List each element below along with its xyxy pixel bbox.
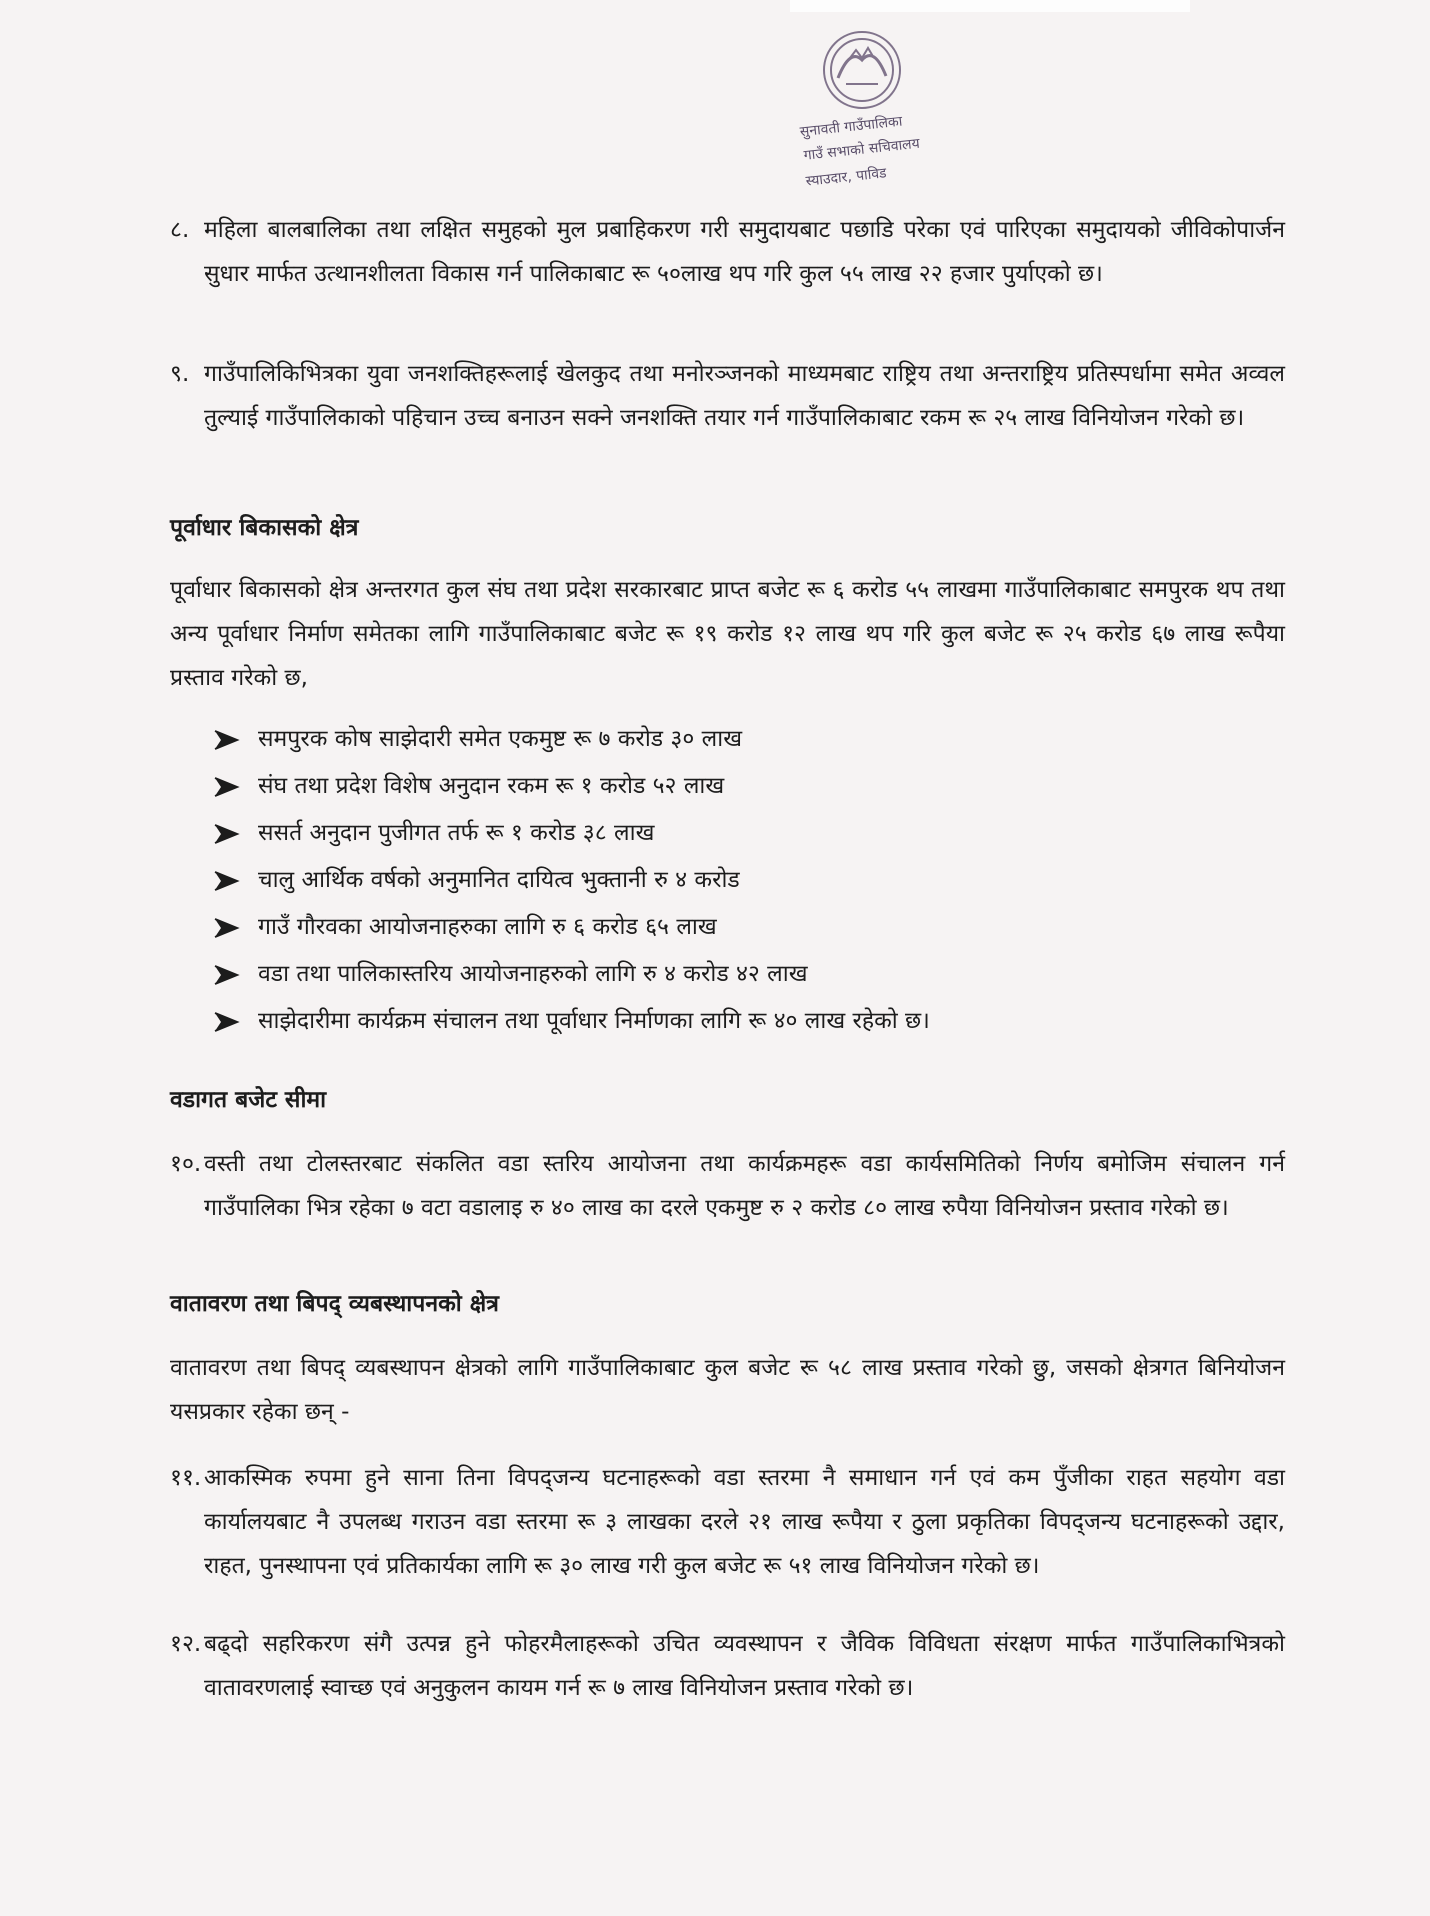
- bullet-text: संघ तथा प्रदेश विशेष अनुदान रकम रू १ करोड ५२ लाख: [258, 773, 725, 799]
- municipality-seal-stamp: [780, 18, 940, 198]
- arrow-bullet-icon: [212, 964, 242, 986]
- section-heading-environment: वातावरण तथा बिपद् व्यबस्थापनको क्षेत्र: [170, 1291, 499, 1317]
- item-text: आकस्मिक रुपमा हुने साना तिना विपद्जन्य घटनाहरूको वडा स्तरमा नै समाधान गर्न एवं कम पुँजीका राहत सहयोग वडा कार्यालयबाट नै उपलब्ध गराउन वडा स्तरमा रू ३ लाखका दरले २१ लाख रूपैया र ठुला प्रकृतिका विपद्जन्य घटनाहरूको उद्दार, राहत, पुनस्थापना एवं प्रतिकार्यका लागि रू ३० लाख गरी कुल बजेट रू ५१ लाख विनियोजन गरेको छ।: [204, 1465, 1285, 1579]
- list-item-12: [170, 1622, 1285, 1710]
- arrow-bullet-icon: [212, 823, 242, 845]
- environment-intro: वातावरण तथा बिपद् व्यबस्थापन क्षेत्रको लागि गाउँपालिकाबाट कुल बजेट रू ५८ लाख प्रस्ताव गरेको छु, जसको क्षेत्रगत बिनियोजन यसप्रकार रहेका छन् -: [170, 1355, 1285, 1425]
- arrow-bullet-icon: [212, 729, 242, 751]
- bullet-text: समपुरक कोष साझेदारी समेत एकमुष्ट रू ७ करोड ३० लाख: [258, 726, 743, 752]
- list-item: [212, 716, 1212, 763]
- list-item: [212, 951, 1212, 998]
- list-item-9: [170, 352, 1285, 440]
- section-heading-ward-budget: वडागत बजेट सीमा: [170, 1087, 327, 1113]
- bullet-text: ससर्त अनुदान पुजीगत तर्फ रू १ करोड ३८ लाख: [258, 820, 655, 846]
- bullet-text: चालु आर्थिक वर्षको अनुमानित दायित्व भुक्तानी रु ४ करोड: [258, 867, 740, 893]
- seal-line-1: सुनावती गाउँपालिका: [799, 113, 904, 141]
- item-number: ११.: [170, 1465, 202, 1491]
- seal-line-3: स्याउदार, पाविड: [805, 165, 888, 190]
- list-item-8: [170, 208, 1285, 296]
- bullet-text: गाउँ गौरवका आयोजनाहरुका लागि रु ६ करोड ६५ लाख: [258, 914, 717, 940]
- list-item-10: [170, 1142, 1285, 1230]
- seal-line-2: गाउँ सभाको सचिवालय: [803, 135, 921, 164]
- list-item: [212, 998, 1212, 1045]
- arrow-bullet-icon: [212, 870, 242, 892]
- item-text: वस्ती तथा टोलस्तरबाट संकलित वडा स्तरिय आयोजना तथा कार्यक्रमहरू वडा कार्यसमितिको निर्णय बमोजिम संचालन गर्न गाउँपालिका भित्र रहेका ७ वटा वडालाइ रु ४० लाख का दरले एकमुष्ट रु २ करोड ८० लाख रुपैया विनियोजन प्रस्ताव गरेको छ।: [204, 1151, 1285, 1221]
- item-number: १२.: [170, 1631, 202, 1657]
- list-item: [212, 857, 1212, 904]
- bullet-text: साझेदारीमा कार्यक्रम संचालन तथा पूर्वाधार निर्माणका लागि रू ४० लाख रहेको छ।: [258, 1008, 930, 1034]
- item-text: महिला बालबालिका तथा लक्षित समुहको मुल प्रबाहिकरण गरी समुदायबाट पछाडि परेका एवं पारिएका समुदायको जीविकोपार्जन सुधार मार्फत उत्थानशीलता विकास गर्न पालिकाबाट रू ५०लाख थप गरि कुल ५५ लाख २२ हजार पुर्याएको छ।: [204, 217, 1285, 287]
- arrow-bullet-icon: [212, 917, 242, 939]
- item-number: १०.: [170, 1151, 202, 1177]
- list-item: [212, 763, 1212, 810]
- scan-edge-strip: [790, 0, 1190, 12]
- item-number: ९.: [170, 361, 190, 387]
- infrastructure-intro: पूर्वाधार बिकासको क्षेत्र अन्तरगत कुल संघ तथा प्रदेश सरकारबाट प्राप्त बजेट रू ६ करोड ५५ लाखमा गाउँपालिकाबाट समपुरक थप तथा अन्य पूर्वाधार निर्माण समेतका लागि गाउँपालिकाबाट बजेट रू १९ करोड १२ लाख थप गरि कुल बजेट रू २५ करोड ६७ लाख रूपैया प्रस्ताव गरेको छ,: [170, 577, 1285, 691]
- list-item-11: [170, 1456, 1285, 1588]
- item-text: बढ्दो सहरिकरण संगै उत्पन्न हुने फोहरमैलाहरूको उचित व्यवस्थापन र जैविक विविधता संरक्षण मार्फत गाउँपालिकाभित्रको वातावरणलाई स्वाच्छ एवं अनुकुलन कायम गर्न रू ७ लाख विनियोजन प्रस्ताव गरेको छ।: [204, 1631, 1285, 1701]
- item-text: गाउँपालिकिभित्रका युवा जनशक्तिहरूलाई खेलकुद तथा मनोरञ्जनको माध्यमबाट राष्ट्रिय तथा अन्तराष्ट्रिय प्रतिस्पर्धामा समेत अव्वल तुल्याई गाउँपालिकाको पहिचान उच्च बनाउन सक्ने जनशक्ति तयार गर्न गाउँपालिकाबाट रकम रू २५ लाख विनियोजन गरेको छ।: [204, 361, 1285, 431]
- section-heading-infrastructure: पूर्वाधार बिकासको क्षेत्र: [170, 515, 359, 541]
- list-item: [212, 810, 1212, 857]
- item-number: ८.: [170, 217, 190, 243]
- list-item: [212, 904, 1212, 951]
- bullet-text: वडा तथा पालिकास्तरिय आयोजनाहरुको लागि रु ४ करोड ४२ लाख: [258, 961, 808, 987]
- arrow-bullet-icon: [212, 776, 242, 798]
- infrastructure-bullet-list: [212, 716, 1212, 1045]
- arrow-bullet-icon: [212, 1011, 242, 1033]
